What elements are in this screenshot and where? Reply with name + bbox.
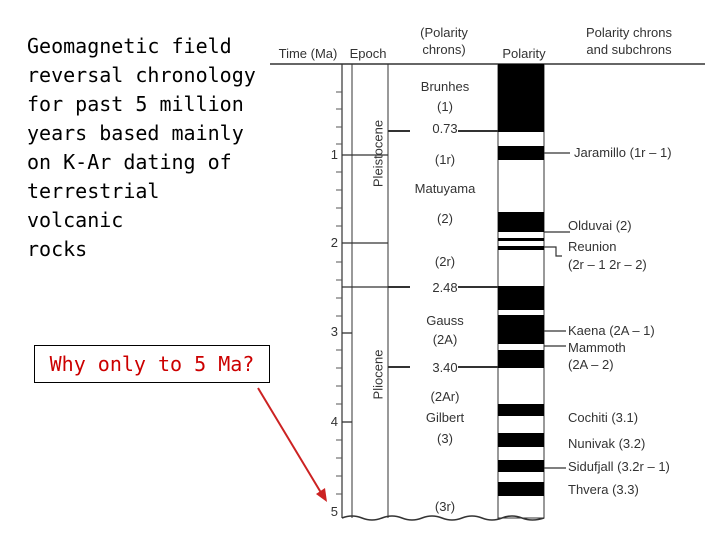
- time-tick-1: 1: [330, 147, 338, 162]
- chron-matuyama: Matuyama: [414, 181, 476, 196]
- red-arrow: [258, 388, 323, 496]
- chron-2a: (2A): [432, 332, 458, 347]
- chron-brunhes: Brunhes: [420, 79, 470, 94]
- subchron-sidufjall: Sidufjall (3.2r – 1): [568, 459, 670, 474]
- question-box: Why only to 5 Ma?: [34, 345, 270, 383]
- subchron-thvera: Thvera (3.3): [568, 482, 639, 497]
- chron-gauss: Gauss: [426, 313, 464, 328]
- time-tick-3: 3: [330, 324, 338, 339]
- time-tick-5: 5: [330, 504, 338, 519]
- subchron-reunion-codes: (2r – 1 2r – 2): [568, 257, 647, 272]
- header-time: Time (Ma): [278, 46, 338, 61]
- header-epoch: Epoch: [349, 46, 387, 61]
- chron-2ar: (2Ar): [430, 389, 460, 404]
- subchron-mammoth-code: (2A – 2): [568, 357, 614, 372]
- header-polarity-chrons: (Polarity chrons): [420, 25, 468, 57]
- chron-gilbert: Gilbert: [425, 410, 465, 425]
- subchron-jaramillo: Jaramillo (1r – 1): [574, 145, 672, 160]
- chron-1r: (1r): [434, 152, 456, 167]
- chron-3r: (3r): [434, 499, 456, 514]
- chron-2: (2): [437, 211, 453, 226]
- red-arrowhead: [316, 488, 327, 502]
- subchron-mammoth: Mammoth: [568, 340, 626, 355]
- subchron-cochiti: Cochiti (3.1): [568, 410, 639, 425]
- header-polarity: Polarity: [502, 46, 546, 61]
- time-tick-4: 4: [330, 414, 338, 429]
- chron-brunhes-num: (1): [437, 99, 453, 114]
- subchron-olduvai: Olduvai (2): [568, 218, 632, 233]
- subchron-reunion: Reunion: [568, 239, 617, 254]
- epoch-pleistocene: Pleistocene: [370, 119, 386, 188]
- subchron-nunivak: Nunivak (3.2): [568, 436, 646, 451]
- header-subchrons: Polarity chrons and subchrons: [586, 25, 672, 57]
- chron-3: (3): [437, 431, 453, 446]
- subchron-kaena: Kaena (2A – 1): [568, 323, 655, 338]
- chron-age-073: 0.73: [432, 121, 458, 136]
- chron-age-340: 3.40: [432, 360, 458, 375]
- caption-text: Geomagnetic field reversal chronology for past 5 million years based mainly on K-Ar dating of terrestrial volcanic rocks: [27, 34, 256, 261]
- chron-age-248: 2.48: [432, 280, 458, 295]
- epoch-pliocene: Pliocene: [370, 349, 386, 400]
- time-tick-2: 2: [330, 235, 338, 250]
- chron-2r: (2r): [434, 254, 456, 269]
